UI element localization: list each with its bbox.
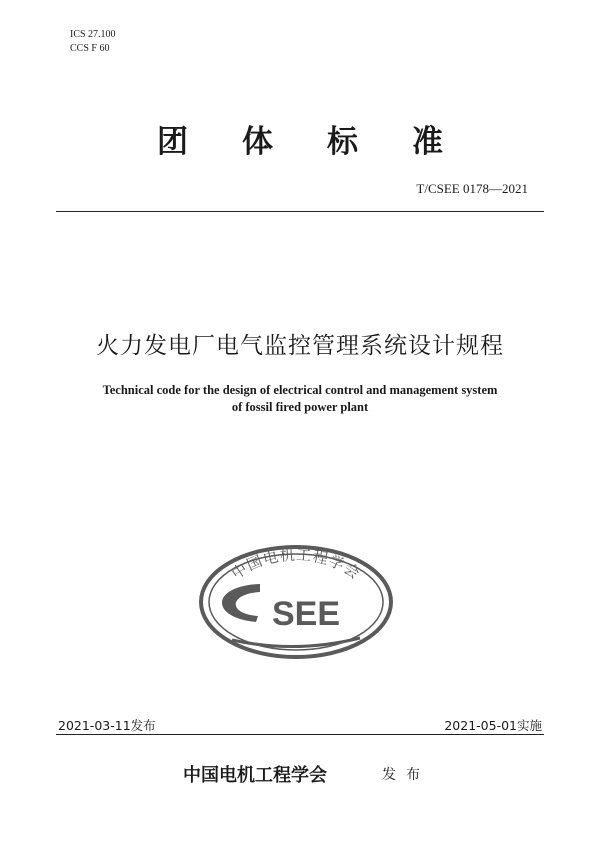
bottom-divider [56, 734, 544, 735]
logo-org-name: 中国电机工程学会 [228, 545, 364, 584]
ccs-code: CCS F 60 [70, 43, 110, 54]
issue-date: 2021-03-11发布 [58, 718, 156, 733]
standard-number: T/CSEE 0178—2021 [416, 181, 528, 196]
document-title-cn: 火力发电厂电气监控管理系统设计规程 [96, 333, 504, 359]
logo-abbrev: SEE [271, 595, 341, 633]
implement-date: 2021-05-01实施 [444, 718, 542, 733]
csee-logo-icon [198, 544, 394, 660]
publisher-name: 中国电机工程学会 [183, 765, 327, 786]
top-divider [56, 211, 544, 212]
publish-label: 发布 [382, 767, 430, 783]
ics-code: ICS 27.100 [70, 29, 116, 40]
document-title-en-line1: Technical code for the design of electrical control and management system [102, 383, 498, 397]
document-title-en-line2: of fossil fired power plant [231, 400, 369, 414]
standard-type-heading: 团体标准 [157, 124, 497, 160]
